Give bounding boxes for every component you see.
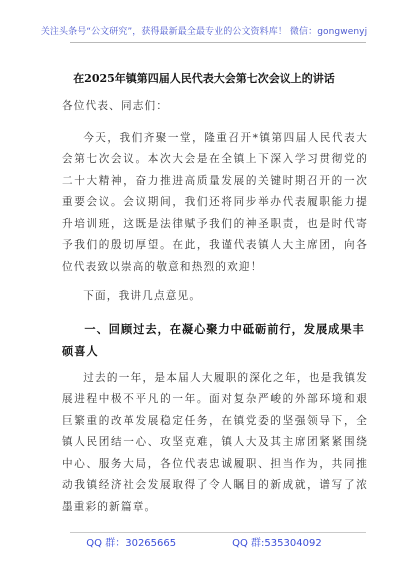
header-promo-text: 关注头条号“公文研究”，获得最新最全最专业的公文资料库！ 微信：gongwenyj (40, 27, 368, 37)
paragraph-opening: 今天，我们齐聚一堂，隆重召开*镇第四届人民代表大会第七次会议。本次大会是在全镇上下深入学习贯彻党的二十大精神，奋力推进高质量发展的关键时期召开的一次重要会议。会议期间，我们还将同步举办代表履职能力提升培训班，这既是法律赋予我们的神圣职责，也是时代寄予我们的殷切厚望。在此，我谨代表镇人大主席团，向各位代表致以崇高的敬意和热烈的欢迎！ (62, 131, 368, 273)
footer (0, 534, 408, 549)
footer-qq-group-left: QQ 群：30265665 (86, 538, 177, 549)
section-heading-1: 一、回顾过去，在凝心聚力中砥砺前行，发展成果丰硕喜人 (62, 321, 365, 358)
salutation: 各位代表、同志们： (62, 100, 169, 112)
footer-qq-group-right: QQ 群:535304092 (232, 538, 322, 549)
paragraph-section-1: 过去的一年，是本届人大履职的深化之年，也是我镇发展进程中极不平凡的一年。面对复杂严峻的外部环境和艰巨繁重的改革发展稳定任务，在镇党委的坚强领导下，全镇人民团结一心、攻坚克难，镇人大及其主席团紧紧围绕中心、服务大局，各位代表忠诚履职、担当作为，共同推动我镇经济社会发展取得了令人瞩目的新成就，谱写了浓墨重彩的新篇章。 (62, 371, 368, 513)
header-divider (70, 42, 366, 43)
document-body (62, 96, 368, 518)
document-title: 在2025年镇第四届人民代表大会第七次会议上的讲话 (73, 72, 335, 85)
paragraph-transition: 下面，我讲几点意见。 (83, 290, 202, 302)
footer-divider (70, 532, 366, 533)
